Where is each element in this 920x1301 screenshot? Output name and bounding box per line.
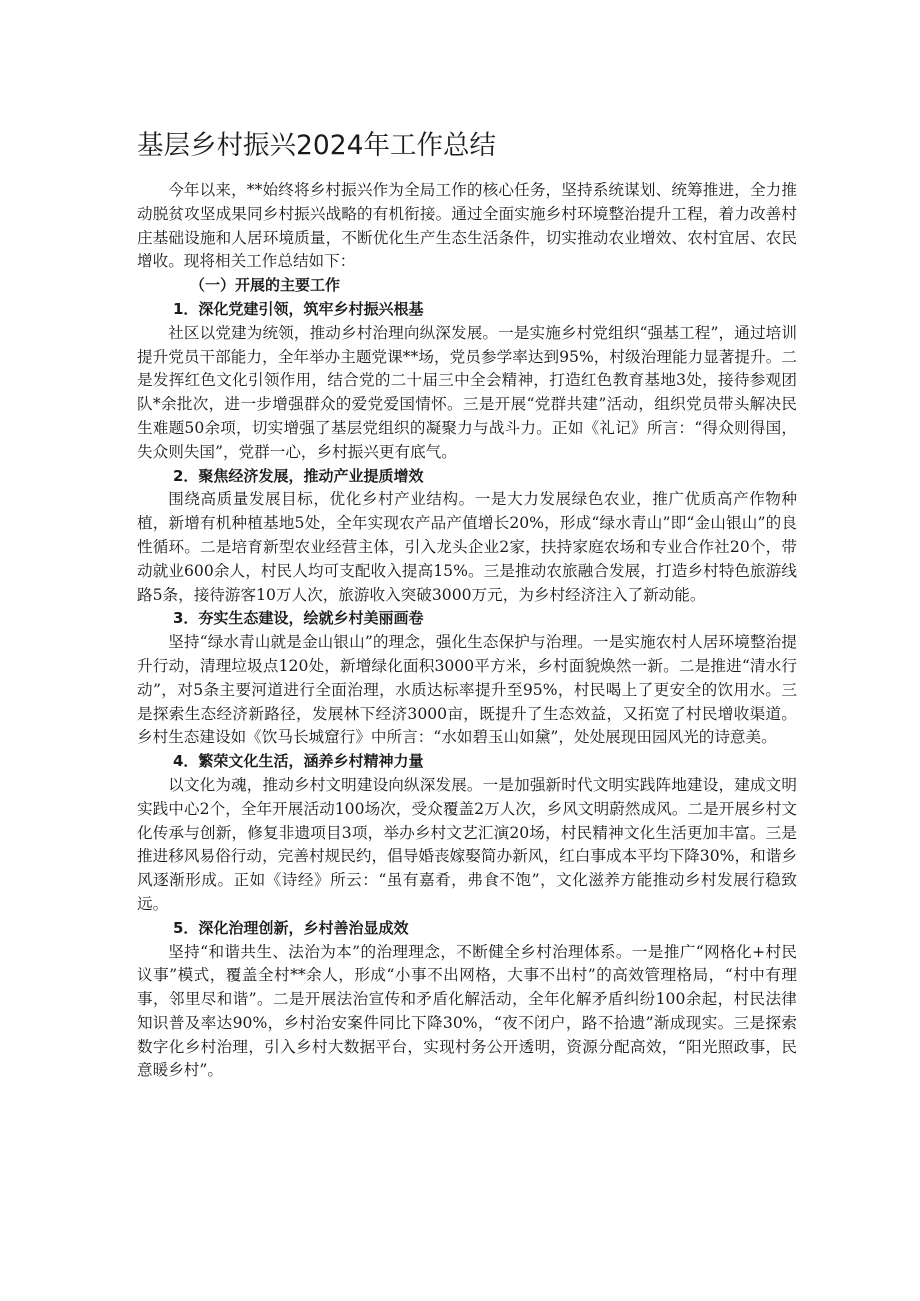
item-heading-1: 1．深化党建引领，筑牢乡村振兴根基 xyxy=(173,299,424,318)
document-title: 基层乡村振兴2024年工作总结 xyxy=(137,130,496,161)
item-heading-4: 4．繁荣文化生活，涵养乡村精神力量 xyxy=(173,752,424,771)
item-heading-3: 3．夯实生态建设，绘就乡村美丽画卷 xyxy=(173,609,424,628)
item-paragraph-4: 以文化为魂，推动乡村文明建设向纵深发展。一是加强新时代文明实践阵地建设，建成文明实践中心2个，全年开展活动100场次，受众覆盖2万人次，乡风文明蔚然成风。二是开展乡村文化传承与创新，修复非遗项目3项，举办乡村文艺汇演20场，村民精神文化生活更加丰富。三是推进移风易俗行动，完善村规民约，倡导婚丧嫁娶简办新风，红白事成本平均下降30%，和谐乡风逐渐形成。正如《诗经》所云：“虽有嘉肴，弗食不饱”，文化滋养方能推动乡村发展行稳致远。 xyxy=(137,775,797,913)
item-heading-2: 2．聚焦经济发展，推动产业提质增效 xyxy=(173,466,424,485)
intro-paragraph: 今年以来，**始终将乡村振兴作为全局工作的核心任务，坚持系统谋划、统筹推进，全力推动脱贫攻坚成果同乡村振兴战略的有机衔接。通过全面实施乡村环境整治提升工程，着力改善村庄基础设施和人居环境质量，不断优化生产生态生活条件，切实推动农业增效、农村宜居、农民增收。现将相关工作总结如下： xyxy=(137,181,797,271)
document-body xyxy=(137,179,797,1083)
section-heading: （一）开展的主要工作 xyxy=(190,276,341,295)
item-paragraph-3: 坚持“绿水青山就是金山银山”的理念，强化生态保护与治理。一是实施农村人居环境整治提升行动，清理垃圾点120处，新增绿化面积3000平方米，乡村面貌焕然一新。二是推进“清水行动”，对5条主要河道进行全面治理，水质达标率提升至95%，村民喝上了更安全的饮用水。三是探索生态经济新路径，发展林下经济3000亩，既提升了生态效益，又拓宽了村民增收渠道。乡村生态建设如《饮马长城窟行》中所言：“水如碧玉山如黛”，处处展现田园风光的诗意美。 xyxy=(137,633,797,747)
item-paragraph-1: 社区以党建为统领，推动乡村治理向纵深发展。一是实施乡村党组织“强基工程”，通过培训提升党员干部能力，全年举办主题党课**场，党员参学率达到95%，村级治理能力显著提升。二是发挥红色文化引领作用，结合党的二十届三中全会精神，打造红色教育基地3处，接待参观团队*余批次，进一步增强群众的爱党爱国情怀。三是开展“党群共建”活动，组织党员带头解决民生难题50余项，切实增强了基层党组织的凝聚力与战斗力。正如《礼记》所言：“得众则得国，失众则失国”，党群一心，乡村振兴更有底气。 xyxy=(137,323,797,461)
item-heading-5: 5．深化治理创新，乡村善治显成效 xyxy=(173,918,409,937)
item-paragraph-2: 围绕高质量发展目标，优化乡村产业结构。一是大力发展绿色农业，推广优质高产作物种植，新增有机种植基地5处，全年实现农产品产值增长20%，形成“绿水青山”即“金山银山”的良性循环。二是培育新型农业经营主体，引入龙头企业2家，扶持家庭农场和专业合作社20个，带动就业600余人，村民人均可支配收入提高15%。三是推动农旅融合发展，打造乡村特色旅游线路5条，接待游客10万人次，旅游收入突破3000万元，为乡村经济注入了新动能。 xyxy=(137,490,797,604)
item-paragraph-5: 坚持“和谐共生、法治为本”的治理理念，不断健全乡村治理体系。一是推广“网格化+村民议事”模式，覆盖全村**余人，形成“小事不出网格，大事不出村”的高效管理格局，“村中有理事，邻里尽和谐”。二是开展法治宣传和矛盾化解活动，全年化解矛盾纠纷100余起，村民法律知识普及率达90%，乡村治安案件同比下降30%，“夜不闭户，路不拾遗”渐成现实。三是探索数字化乡村治理，引入乡村大数据平台，实现村务公开透明，资源分配高效，“阳光照政事，民意暖乡村”。 xyxy=(137,942,797,1080)
